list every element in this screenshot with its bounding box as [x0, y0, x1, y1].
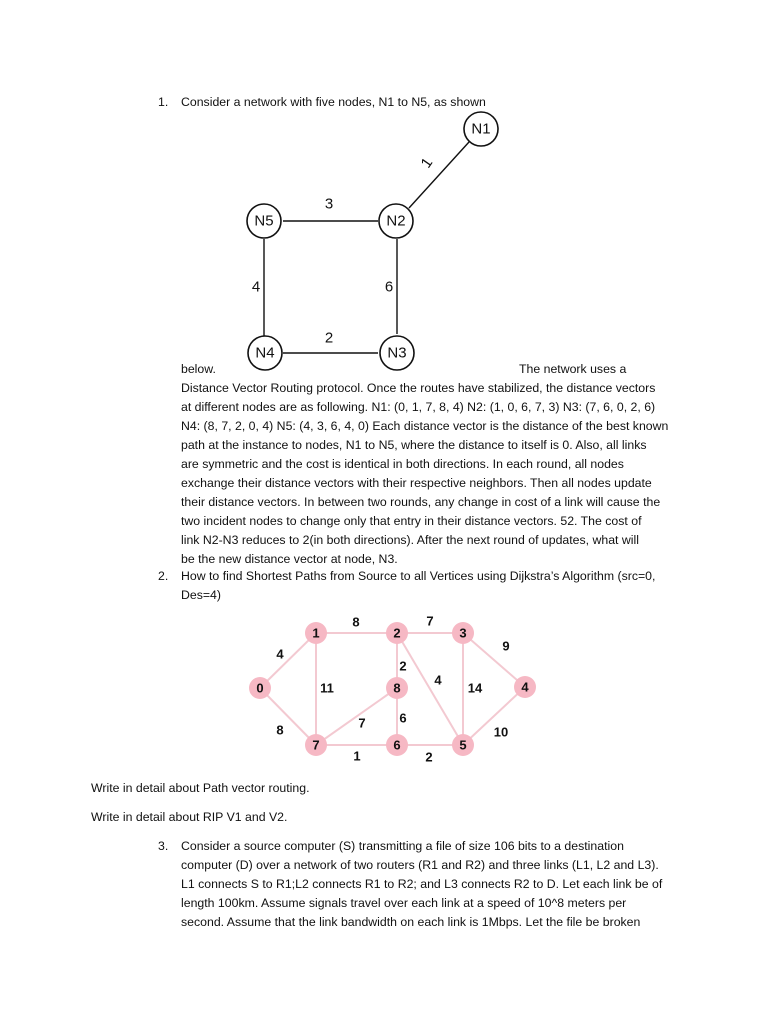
node-8 [386, 677, 408, 699]
edge-weight-7-8: 7 [358, 715, 366, 731]
q1-line: path at the instance to nodes, N1 to N5, where the distance to itself is 0. Also, all links [181, 438, 647, 452]
node-label-6: 6 [393, 737, 401, 753]
node-1 [305, 622, 327, 644]
node-0 [249, 677, 271, 699]
q1-line: link N2-N3 reduces to 2(in both directions). After the next round of updates, what will [181, 533, 639, 547]
q1-tail-text: The network uses a [519, 362, 627, 376]
q3-line: L1 connects S to R1;L2 connects R1 to R2; and L3 connects R2 to D. Let each link be of [181, 877, 663, 891]
q1-line: their distance vectors. In between two rounds, any change in cost of a link will cause the [181, 495, 661, 509]
edge-weight-0-7: 8 [276, 722, 284, 738]
node-label-5: 5 [459, 737, 467, 753]
edge-7-8 [316, 688, 397, 745]
node-7 [305, 734, 327, 756]
q2-dijkstra-graph [0, 600, 768, 770]
node-label-3: 3 [459, 625, 467, 641]
q1-intro-text: Consider a network with five nodes, N1 to N5, as shown [181, 95, 486, 109]
edge-weight-2-8: 2 [399, 658, 407, 674]
node-label-n4: N4 [255, 344, 275, 362]
q2-line: Des=4) [181, 588, 221, 602]
node-n5 [247, 204, 281, 238]
node-n4 [248, 336, 282, 370]
q2-number: 2. [158, 569, 169, 583]
q3-number: 3. [158, 839, 169, 853]
edge-weight-1-7: 11 [320, 680, 334, 696]
rip-prompt: Write in detail about RIP V1 and V2. [91, 810, 288, 824]
edge-weight-3-4: 9 [502, 638, 510, 654]
node-label-4: 4 [521, 679, 529, 695]
edge-weight-n5-n2: 3 [324, 195, 334, 213]
node-label-n3: N3 [387, 344, 407, 362]
edge-weight-5-6: 2 [425, 749, 433, 765]
q1-line: two incident nodes to change only that entry in their distance vectors. 52. The cost of [181, 514, 642, 528]
edge-weight-n2-n3: 6 [384, 278, 394, 296]
edge-weight-6-7: 1 [353, 748, 361, 764]
q1-line: N4: (8, 7, 2, 0, 4) N5: (4, 3, 6, 4, 0) Each distance vector is the distance of the best known [181, 419, 669, 433]
edge-weight-1-2: 8 [352, 614, 360, 630]
edge-n1-n2 [409, 142, 469, 208]
edge-weight-4-5: 10 [493, 724, 509, 740]
q1-line: exchange their distance vectors with their respective neighbors. Then all nodes update [181, 476, 652, 490]
q3-line: second. Assume that the link bandwidth on each link is 1Mbps. Let the file be broken [181, 915, 641, 929]
edge-weight-3-5: 14 [467, 680, 483, 696]
node-label-n1: N1 [471, 120, 491, 138]
node-label-2: 2 [393, 625, 401, 641]
q1-line: are symmetric and the cost is identical in both directions. In each round, all nodes [181, 457, 624, 471]
q1-paragraph [181, 379, 668, 569]
edge-3-4 [463, 633, 525, 687]
q1-below-text: below. [181, 362, 216, 376]
edge-weight-2-3: 7 [426, 613, 434, 629]
q1-line: at different nodes are as following. N1: (0, 1, 7, 8, 4) N2: (1, 0, 6, 7, 3) N3: (7, 6, 0, 2, 6) [181, 400, 656, 414]
q3-line: length 100km. Assume signals travel over each link at a speed of 10^8 meters per [181, 896, 627, 910]
node-3 [452, 622, 474, 644]
q3-line: Consider a source computer (S) transmitting a file of size 106 bits to a destination [181, 839, 624, 853]
node-label-7: 7 [312, 737, 320, 753]
edge-weight-0-1: 4 [276, 646, 284, 662]
node-n1 [464, 112, 498, 146]
node-5 [452, 734, 474, 756]
node-label-n5: N5 [254, 212, 274, 230]
q1-network-diagram [0, 0, 768, 380]
node-4 [514, 676, 536, 698]
node-6 [386, 734, 408, 756]
q3-paragraph [181, 837, 662, 932]
edge-0-1 [260, 633, 316, 688]
node-n3 [380, 336, 414, 370]
q3-line: computer (D) over a network of two routers (R1 and R2) and three links (L1, L2 and L3). [181, 858, 659, 872]
node-2 [386, 622, 408, 644]
edge-weight-2-5: 4 [434, 672, 442, 688]
node-label-0: 0 [256, 680, 264, 696]
node-n2 [379, 204, 413, 238]
edge-0-7 [260, 688, 316, 745]
path-vector-prompt: Write in detail about Path vector routing. [91, 781, 310, 795]
q2-line: How to find Shortest Paths from Source to all Vertices using Dijkstra’s Algorithm (src=0, [181, 569, 656, 583]
node-label-1: 1 [312, 625, 320, 641]
node-label-8: 8 [393, 680, 401, 696]
node-label-n2: N2 [386, 212, 406, 230]
edge-weight-n4-n3: 2 [324, 329, 334, 347]
q1-line: Distance Vector Routing protocol. Once the routes have stabilized, the distance vectors [181, 381, 656, 395]
edge-weight-6-8: 6 [399, 710, 407, 726]
q1-number: 1. [158, 95, 169, 109]
edge-weight-n1-n2: 1 [417, 154, 437, 172]
q1-line: be the new distance vector at node, N3. [181, 552, 398, 566]
edge-weight-n5-n4: 4 [251, 278, 261, 296]
